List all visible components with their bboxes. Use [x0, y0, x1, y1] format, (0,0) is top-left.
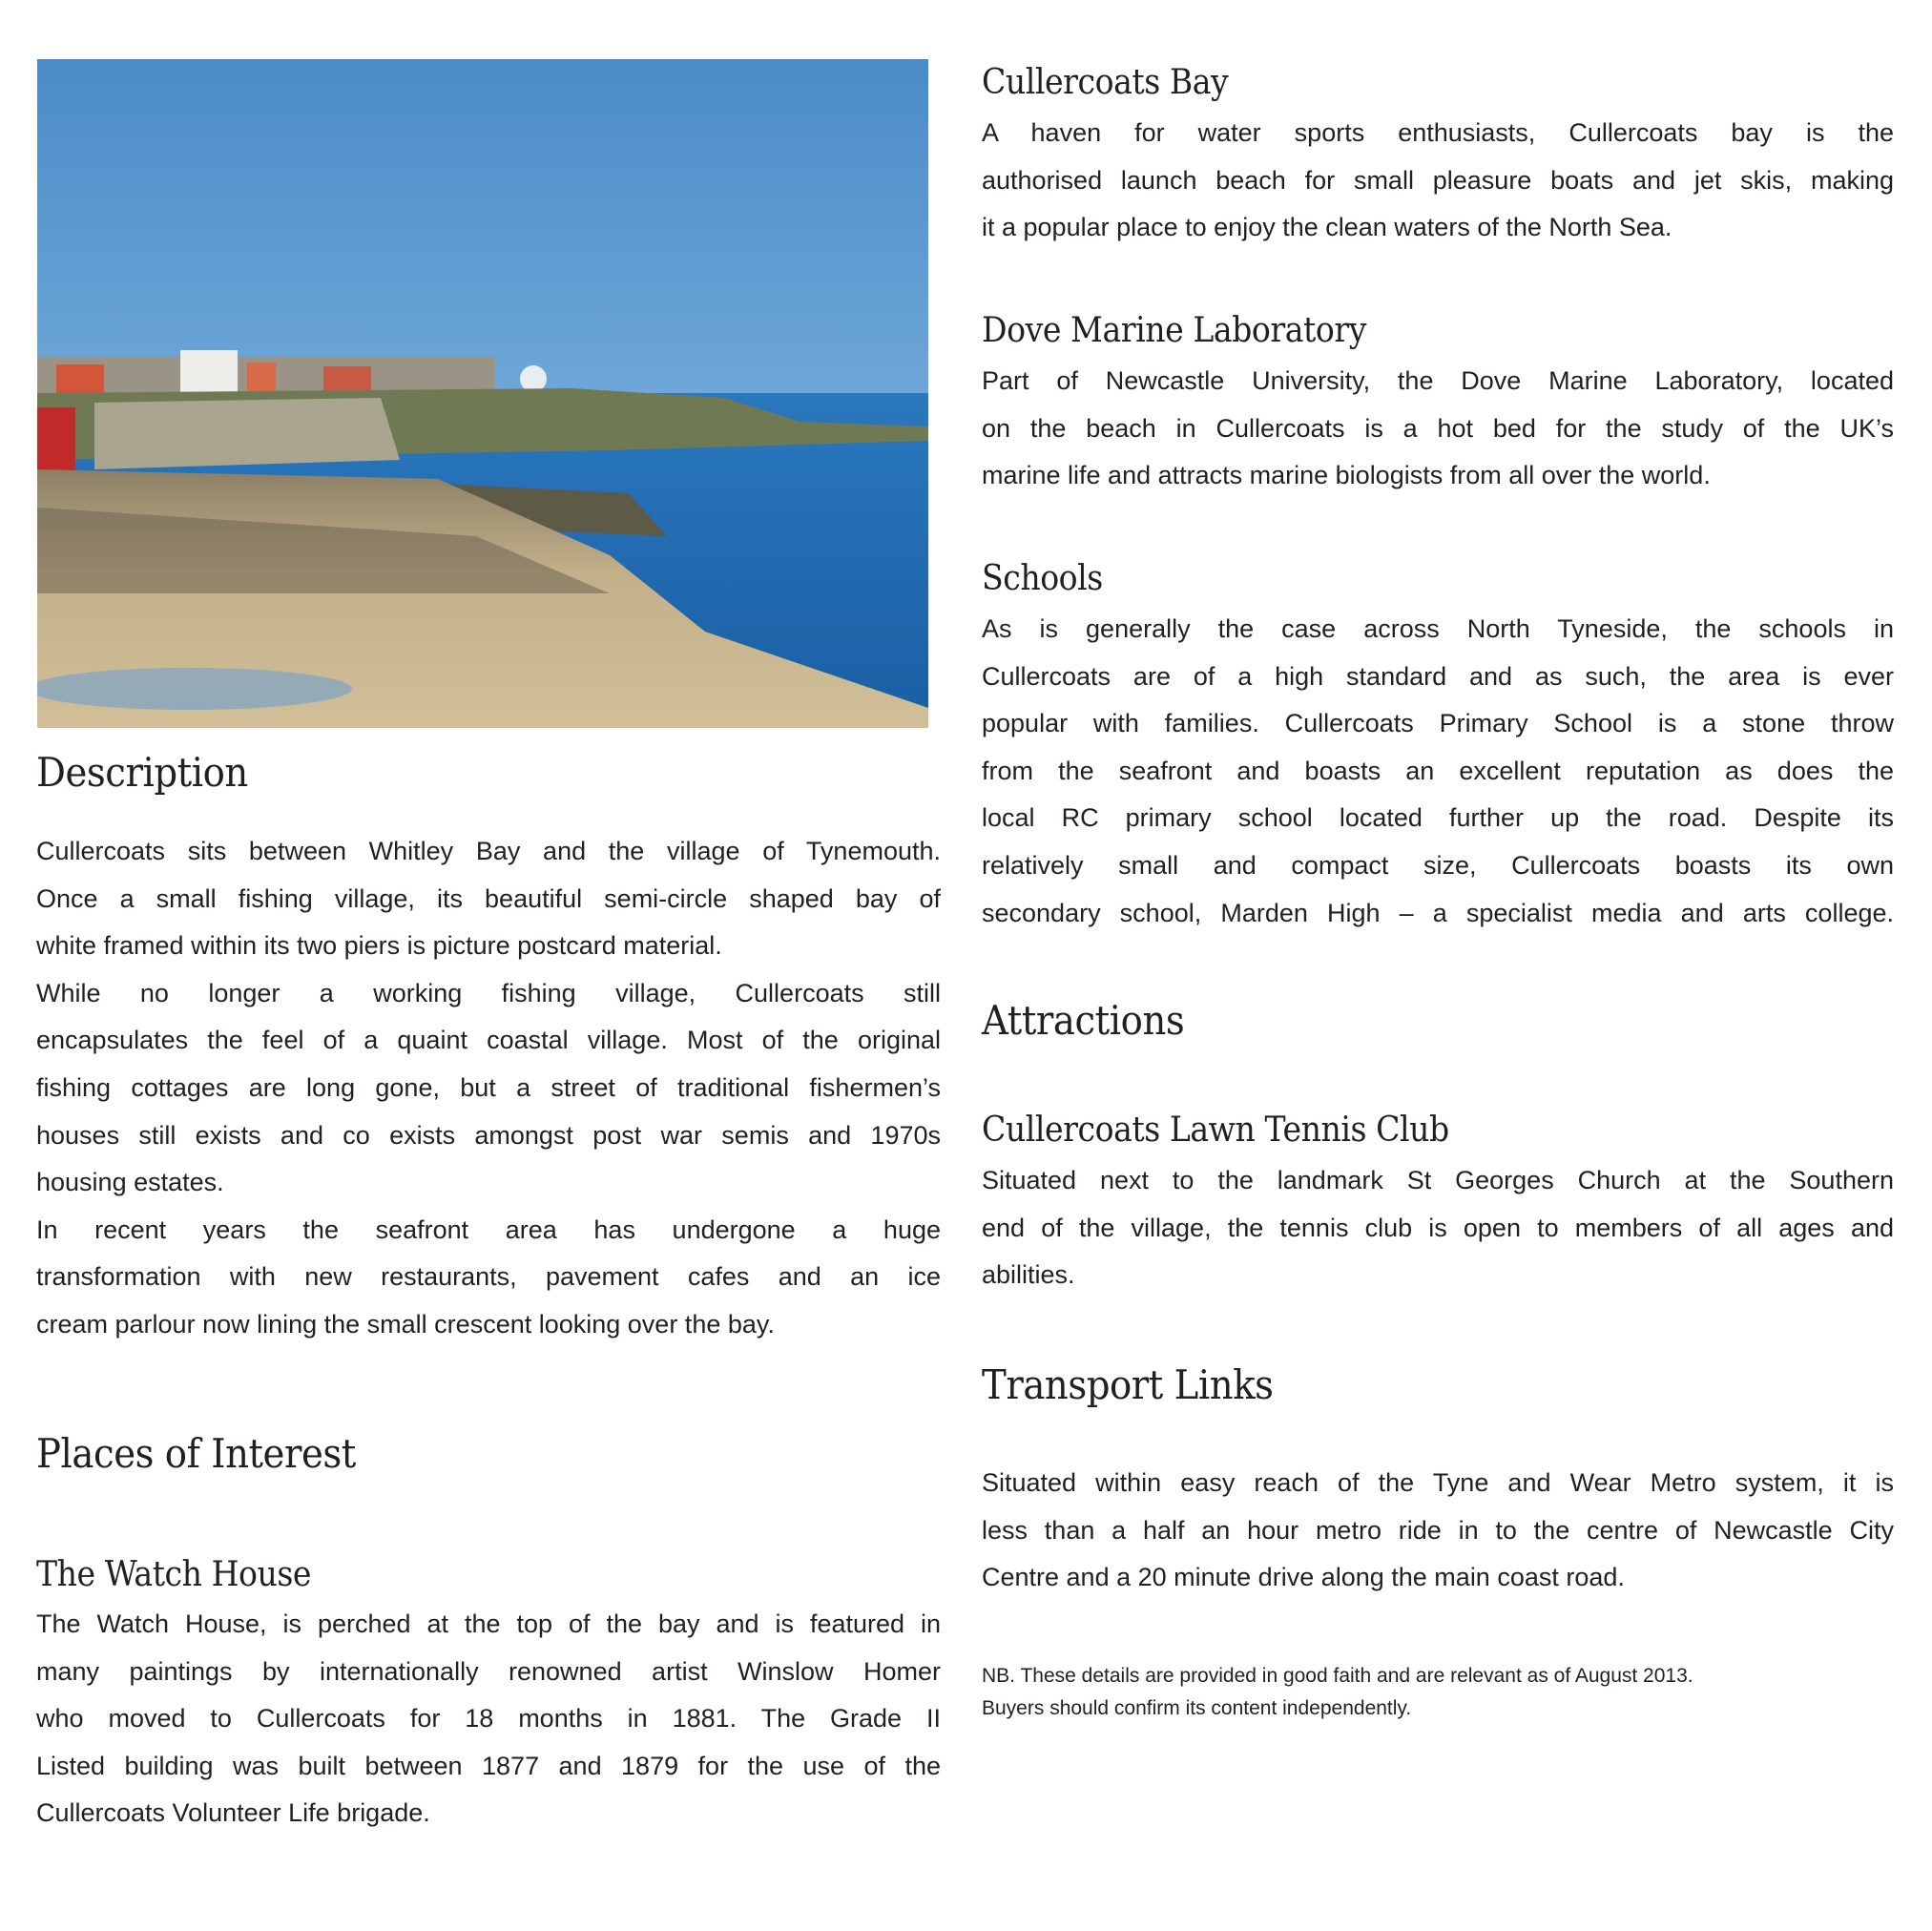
watch-house-heading: The Watch House: [36, 1555, 312, 1594]
transport-links-text: [982, 1460, 1894, 1602]
description-text: [36, 828, 941, 1349]
text-line: it a popular place to enjoy the clean waters of the North Sea.: [982, 213, 1672, 242]
text-line: authorised launch beach for small pleasure boats and jet skis, making: [982, 165, 1894, 195]
disclaimer-note: [982, 1660, 1879, 1725]
disclaimer-line: Buyers should confirm its content independently.: [982, 1697, 1412, 1719]
text-line: local RC primary school located further up the road. Despite its: [982, 803, 1894, 833]
dove-marine-laboratory-heading: Dove Marine Laboratory: [982, 311, 1367, 350]
dove-marine-laboratory-text: [982, 358, 1894, 500]
text-line: As is generally the case across North Tyneside, the schools in: [982, 614, 1894, 643]
text-line: housing estates.: [36, 1168, 224, 1197]
text-line: In recent years the seafront area has undergone a huge: [36, 1215, 941, 1244]
schools-text: [982, 606, 1894, 937]
cullercoats-bay-text: [982, 110, 1894, 252]
text-line: white framed within its two piers is picture postcard material.: [36, 931, 722, 961]
text-line: A haven for water sports enthusiasts, Cullercoats bay is the: [982, 118, 1894, 147]
cullercoats-bay-heading: Cullercoats Bay: [982, 63, 1229, 102]
tennis-club-heading: Cullercoats Lawn Tennis Club: [982, 1111, 1449, 1150]
text-line: less than a half an hour metro ride in to the centre of Newcastle City: [982, 1515, 1894, 1545]
attractions-heading: Attractions: [982, 997, 1185, 1044]
text-line: fishing cottages are long gone, but a street of traditional fishermen’s: [36, 1072, 941, 1102]
text-line: popular with families. Cullercoats Primary School is a stone throw: [982, 709, 1894, 738]
text-line: houses still exists and co exists amongst post war semis and 1970s: [36, 1120, 941, 1150]
text-line: from the seafront and boasts an excellent reputation as does the: [982, 756, 1894, 785]
text-line: abilities.: [982, 1260, 1075, 1290]
text-line: Part of Newcastle University, the Dove Marine Laboratory, located: [982, 366, 1894, 395]
text-line: marine life and attracts marine biologists from all over the world.: [982, 461, 1711, 490]
beach-photo: [37, 59, 928, 728]
tennis-club-text: [982, 1157, 1894, 1299]
schools-heading: Schools: [982, 559, 1103, 598]
text-line: While no longer a working fishing village, Cullercoats still: [36, 978, 941, 1007]
watch-house-text: [36, 1601, 941, 1838]
text-line: encapsulates the feel of a quaint coastal village. Most of the original: [36, 1026, 941, 1055]
text-line: cream parlour now lining the small crescent looking over the bay.: [36, 1309, 775, 1339]
text-line: Cullercoats Volunteer Life brigade.: [36, 1798, 430, 1828]
text-line: who moved to Cullercoats for 18 months in 1881. The Grade II: [36, 1704, 941, 1734]
text-line: transformation with new restaurants, pavement cafes and an ice: [36, 1262, 941, 1292]
text-line: Cullercoats are of a high standard and as such, the area is ever: [982, 661, 1894, 691]
transport-links-heading: Transport Links: [982, 1361, 1274, 1408]
text-line: many paintings by internationally renowned artist Winslow Homer: [36, 1656, 941, 1686]
text-line: The Watch House, is perched at the top of the bay and is featured in: [36, 1609, 941, 1638]
text-line: secondary school, Marden High – a specialist media and arts college.: [982, 898, 1894, 927]
text-line: Cullercoats sits between Whitley Bay and the village of Tynemouth.: [36, 837, 941, 865]
text-line: relatively small and compact size, Cullercoats boasts its own: [982, 850, 1894, 880]
text-line: Centre and a 20 minute drive along the main coast road.: [982, 1563, 1625, 1592]
text-line: on the beach in Cullercoats is a hot bed for the study of the UK’s: [982, 413, 1894, 443]
text-line: Once a small fishing village, its beautiful semi-circle shaped bay of: [36, 883, 941, 913]
text-line: Situated next to the landmark St Georges Church at the Southern: [982, 1166, 1894, 1194]
description-heading: Description: [36, 749, 248, 796]
disclaimer-line: NB. These details are provided in good faith and are relevant as of August 2013.: [982, 1665, 1693, 1687]
beach-photo-illustration: [37, 59, 928, 728]
text-line: Listed building was built between 1877 and 1879 for the use of the: [36, 1751, 941, 1780]
text-line: end of the village, the tennis club is open to members of all ages and: [982, 1213, 1894, 1242]
places-of-interest-heading: Places of Interest: [36, 1430, 356, 1477]
text-line: Situated within easy reach of the Tyne and Wear Metro system, it is: [982, 1468, 1894, 1497]
